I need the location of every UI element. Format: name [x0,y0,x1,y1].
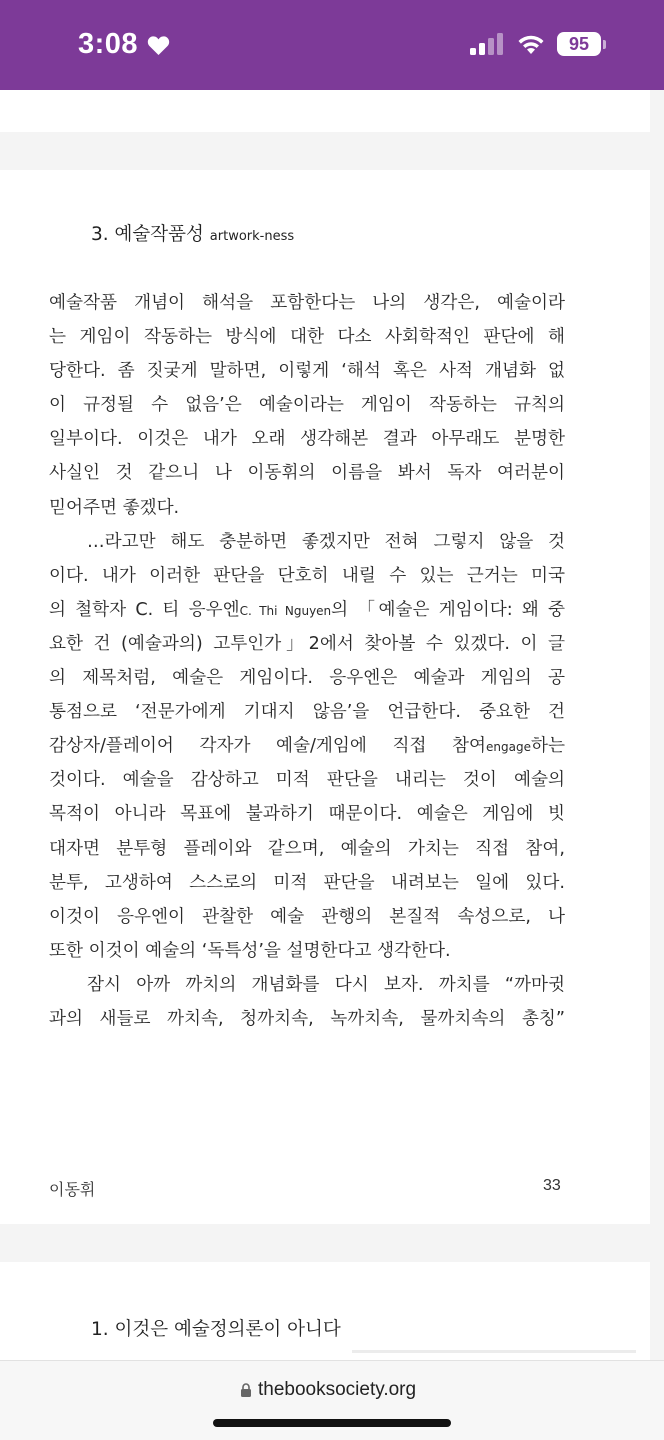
text-line: 대자면 분투형 플레이와 같으며, 예술의 가치는 직접 참여, [49,838,565,859]
battery-icon: 95 [557,32,601,56]
text-line: 과의 새들로 까치속, 청까치속, 녹까치속, 물까치속의 총칭” [49,1008,565,1029]
page-number: 33 [543,1177,561,1194]
battery-tip [603,40,606,49]
body-text [49,286,565,1036]
previous-page [0,90,650,132]
text-line: 예술작품 개념이 해석을 포함한다는 나의 생각은, 예술이라 [49,293,565,313]
text-line: 당한다. 좀 짓궂게 말하면, 이렇게 ‘해석 혹은 사적 개념화 없 [49,361,565,382]
text-line: 이 규정될 수 없음’은 예술이라는 게임이 작동하는 규칙의 [49,395,565,416]
text-line: 통점으로 ‘전문가에게 기대지 않음’을 언급한다. 중요한 건 [49,702,565,723]
text-segment: 하는 [531,736,565,757]
lock-icon [240,1383,252,1397]
text-line [49,593,565,627]
english-gloss: engage [486,740,531,755]
text-line: 사실인 것 같으니 나 이동휘의 이름을 봐서 독자 여러분이 [49,463,565,484]
home-indicator[interactable] [213,1419,451,1427]
text-line: …라고만 해도 충분하면 좋겠지만 전혀 그렇지 않을 것 [87,531,565,552]
english-gloss: C. Thi Nguyen [239,603,332,618]
signal-icon [470,33,504,55]
next-page [0,1262,650,1362]
next-section-heading: 1. 이것은 예술정의론이 아니다 [91,1319,341,1340]
text-line: 는 게임이 작동하는 방식에 대한 다소 사회학적인 판단에 해 [49,327,565,348]
scroll-indicator [352,1350,636,1353]
text-line: 의 제목처럼, 예술은 게임이다. 응우엔은 예술과 게임의 공 [49,668,565,689]
section-heading [91,220,294,246]
section-heading-text: 3. 예술작품성 [91,224,204,245]
status-time: 3:08 [78,28,139,60]
text-line: 믿어주면 좋겠다. [49,497,180,518]
text-line: 분투, 고생하여 스스로의 미적 판단을 내려보는 일에 있다. [49,872,565,893]
text-line: 것이다. 예술을 감상하고 미적 판단을 내리는 것이 예술의 [49,770,565,791]
url-text[interactable]: thebooksociety.org [258,1379,417,1400]
text-segment: 의 철학자 C. 티 응우엔 [49,599,240,620]
text-line: 요한 건 (예술과의) 고투인가」2에서 찾아볼 수 있겠다. 이 글 [49,633,565,654]
text-segment: 의 「예술은 게임이다: 왜 중 [331,599,565,620]
text-line: 또한 이것이 예술의 ‘독특성’을 설명한다고 생각한다. [49,940,451,961]
heart-icon [147,35,170,56]
wifi-icon [516,32,546,56]
text-line: 잠시 아까 까치의 개념화를 다시 보자. 까치를 “까마귓 [87,974,565,995]
text-line: 이다. 내가 이러한 판단을 단호히 내릴 수 있는 근거는 미국 [49,565,565,586]
section-heading-en: artwork-ness [209,229,295,244]
footer-author: 이동휘 [49,1180,96,1199]
text-line: 목적이 아니라 목표에 불과하기 때문이다. 예술은 게임에 빗 [49,804,565,825]
text-line: 이것이 응우엔이 관찰한 예술 관행의 본질적 속성으로, 나 [49,906,565,927]
text-segment: 감상자/플레이어 각자가 예술/게임에 직접 참여 [49,736,487,757]
text-line: 일부이다. 이것은 내가 오래 생각해본 결과 아무래도 분명한 [49,429,565,450]
text-line [49,729,565,763]
